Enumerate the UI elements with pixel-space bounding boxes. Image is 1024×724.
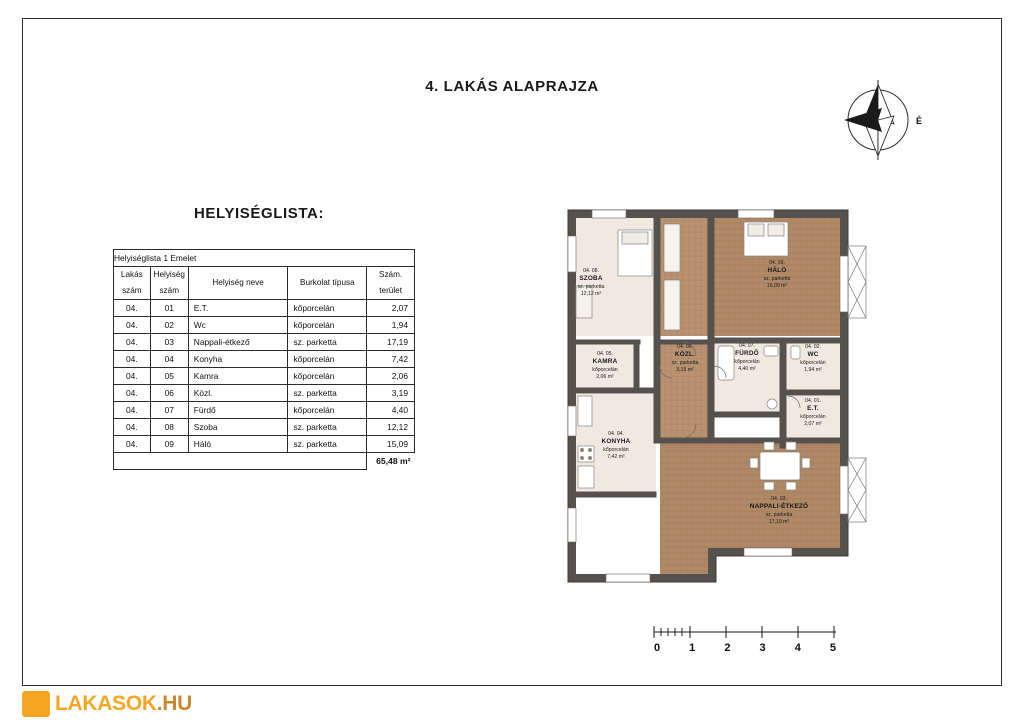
plan-room-area: 17,19 m² xyxy=(768,518,790,525)
plan-room-area: 15,09 m² xyxy=(766,282,788,289)
cell-room-name: Közl. xyxy=(188,385,288,402)
table-row xyxy=(114,300,415,317)
watermark-name: LAKASOK xyxy=(55,692,157,715)
plan-room-area: 7,42 m² xyxy=(607,453,625,460)
plan-room-number: 04. 01. xyxy=(805,398,821,404)
plan-room-number: 04. 07. xyxy=(739,343,755,349)
table-caption: Helyiséglista 1 Emelet xyxy=(114,250,415,267)
compass-icon xyxy=(836,78,920,162)
header-area-line2: terület xyxy=(379,286,402,295)
plan-room-name: NAPPALI-ÉTKEZŐ xyxy=(749,503,809,511)
plan-room-flooring: kőporcelán xyxy=(800,359,826,366)
cell-area: 2,07 xyxy=(367,300,415,317)
cell-room-number: 07 xyxy=(150,402,188,419)
room-list-heading: HELYISÉGLISTA: xyxy=(194,205,325,222)
table-row xyxy=(114,402,415,419)
cell-room-name: Konyha xyxy=(188,351,288,368)
plan-room-area: 2,07 m² xyxy=(804,420,822,427)
plan-room-area: 12,12 m² xyxy=(580,290,602,297)
cell-area: 3,19 xyxy=(367,385,415,402)
scale-bar-labels xyxy=(650,642,840,654)
plan-room-number: 04. 06. xyxy=(677,344,693,350)
watermark xyxy=(22,690,192,718)
header-room-number xyxy=(150,267,188,300)
cell-room-number: 02 xyxy=(150,317,188,334)
header-area xyxy=(367,267,415,300)
cell-area: 7,42 xyxy=(367,351,415,368)
plan-room-flooring: sz. parketta xyxy=(671,359,699,366)
cell-room-name: Háló xyxy=(188,436,288,453)
plan-room-flooring: kőporcelán xyxy=(592,366,618,373)
plan-room-area: 2,06 m² xyxy=(596,373,614,380)
cell-area: 1,94 xyxy=(367,317,415,334)
plan-room-konyha xyxy=(580,431,652,461)
plan-room-number: 04. 08. xyxy=(583,268,599,274)
header-room-name: Helyiség neve xyxy=(188,267,288,300)
cell-room-name: E.T. xyxy=(188,300,288,317)
cell-area: 2,06 xyxy=(367,368,415,385)
plan-room-furdo xyxy=(718,343,776,373)
plan-room-name: WC xyxy=(807,351,819,359)
table-row xyxy=(114,368,415,385)
furniture-halo xyxy=(744,222,788,256)
plan-room-number: 04. 04. xyxy=(608,431,624,437)
plan-room-nappali xyxy=(716,496,842,526)
plan-room-name: HÁLÓ xyxy=(767,267,787,275)
plan-room-name: SZOBA xyxy=(579,275,603,283)
floor-plan xyxy=(548,196,888,586)
plan-room-number: 04. 03. xyxy=(771,496,787,502)
plan-room-number: 04. 05. xyxy=(597,351,613,357)
header-apartment-number xyxy=(114,267,151,300)
scale-tick: 2 xyxy=(724,642,731,654)
watermark-text xyxy=(55,692,192,716)
cell-area: 17,19 xyxy=(367,334,415,351)
plan-room-flooring: sz. parketta xyxy=(765,511,793,518)
plan-room-flooring: sz. parketta xyxy=(763,275,791,282)
plan-room-number: 04. 09. xyxy=(769,260,785,266)
scale-bar-graphic xyxy=(650,624,840,640)
plan-room-name: KÖZL. xyxy=(674,351,696,359)
cell-flooring: kőporcelán xyxy=(288,317,367,334)
floor-plan-drawing xyxy=(548,196,888,586)
cell-room-number: 08 xyxy=(150,419,188,436)
plan-room-wc xyxy=(788,344,838,374)
table-header-row xyxy=(114,267,415,300)
header-flooring: Burkolat típusa xyxy=(288,267,367,300)
total-area: 65,48 m² xyxy=(376,456,411,467)
header-area-line1: Szám. xyxy=(379,270,403,279)
cell-apartment: 04. xyxy=(114,351,151,368)
plan-room-area: 3,19 m² xyxy=(676,366,694,373)
watermark-domain: .HU xyxy=(156,692,192,715)
cell-room-name: Wc xyxy=(188,317,288,334)
scale-tick: 5 xyxy=(829,642,836,654)
page-title: 4. LAKÁS ALAPRAJZA xyxy=(425,78,599,95)
plan-room-flooring: kőporcelán xyxy=(603,446,629,453)
cell-room-name: Fürdő xyxy=(188,402,288,419)
plan-room-kozl xyxy=(658,344,712,374)
plan-room-flooring: kőporcelán xyxy=(800,413,826,420)
cell-area: 15,09 xyxy=(367,436,415,453)
plan-room-area: 1,94 m² xyxy=(804,366,822,373)
cell-flooring: kőporcelán xyxy=(288,368,367,385)
scale-tick: 3 xyxy=(759,642,766,654)
header-apartment-line2: szám xyxy=(122,286,142,295)
cell-flooring: kőporcelán xyxy=(288,402,367,419)
cell-apartment: 04. xyxy=(114,334,151,351)
cell-apartment: 04. xyxy=(114,419,151,436)
table-row xyxy=(114,334,415,351)
cell-area: 4,40 xyxy=(367,402,415,419)
table-total-row xyxy=(114,453,415,470)
room-list-table-wrapper xyxy=(113,249,415,470)
cell-flooring: sz. parketta xyxy=(288,334,367,351)
scale-tick: 1 xyxy=(689,642,696,654)
cell-apartment: 04. xyxy=(114,402,151,419)
balcony-hatch xyxy=(848,246,866,522)
cell-apartment: 04. xyxy=(114,300,151,317)
cell-room-number: 09 xyxy=(150,436,188,453)
plan-room-name: KAMRA xyxy=(592,358,618,366)
compass-rose xyxy=(836,78,920,162)
cell-room-name: Nappali-étkező xyxy=(188,334,288,351)
plan-room-flooring: sz. parketta xyxy=(577,283,605,290)
plan-room-number: 04. 02. xyxy=(805,344,821,350)
watermark-logo-icon xyxy=(22,691,50,717)
plan-room-area: 4,40 m² xyxy=(738,365,756,372)
scale-tick: 4 xyxy=(794,642,801,654)
cell-flooring: kőporcelán xyxy=(288,300,367,317)
plan-room-name: FÜRDŐ xyxy=(735,350,759,358)
cell-room-number: 06 xyxy=(150,385,188,402)
cell-apartment: 04. xyxy=(114,385,151,402)
cell-room-name: Kamra xyxy=(188,368,288,385)
total-spacer xyxy=(114,453,367,470)
cell-area: 12,12 xyxy=(367,419,415,436)
table-row xyxy=(114,436,415,453)
cell-flooring: sz. parketta xyxy=(288,385,367,402)
table-row xyxy=(114,317,415,334)
scale-tick: 0 xyxy=(653,642,661,654)
cell-apartment: 04. xyxy=(114,368,151,385)
table-row xyxy=(114,419,415,436)
plan-room-halo xyxy=(730,260,824,290)
header-room-line1: Helyiség xyxy=(153,270,185,279)
cell-apartment: 04. xyxy=(114,436,151,453)
table-caption-row xyxy=(114,250,415,267)
plan-room-szoba xyxy=(556,268,626,298)
room-list-table xyxy=(113,249,415,470)
cell-room-number: 05 xyxy=(150,368,188,385)
cell-flooring: kőporcelán xyxy=(288,351,367,368)
plan-room-flooring: kőporcelán xyxy=(734,358,760,365)
table-row xyxy=(114,385,415,402)
cell-room-name: Szoba xyxy=(188,419,288,436)
cell-apartment: 04. xyxy=(114,317,151,334)
header-room-line2: szám xyxy=(159,286,180,295)
cell-room-number: 03 xyxy=(150,334,188,351)
cell-room-number: 01 xyxy=(150,300,188,317)
cell-flooring: sz. parketta xyxy=(288,419,367,436)
plan-room-et xyxy=(788,398,838,428)
cell-room-number: 04 xyxy=(150,351,188,368)
plan-room-name: E.T. xyxy=(807,405,819,413)
plan-room-name: KONYHA xyxy=(601,438,631,446)
scale-bar xyxy=(650,624,840,668)
plan-room-kamra xyxy=(574,351,636,381)
cell-flooring: sz. parketta xyxy=(288,436,367,453)
table-row xyxy=(114,351,415,368)
header-apartment-line1: Lakás xyxy=(120,270,143,279)
compass-north-label: É xyxy=(915,116,922,126)
